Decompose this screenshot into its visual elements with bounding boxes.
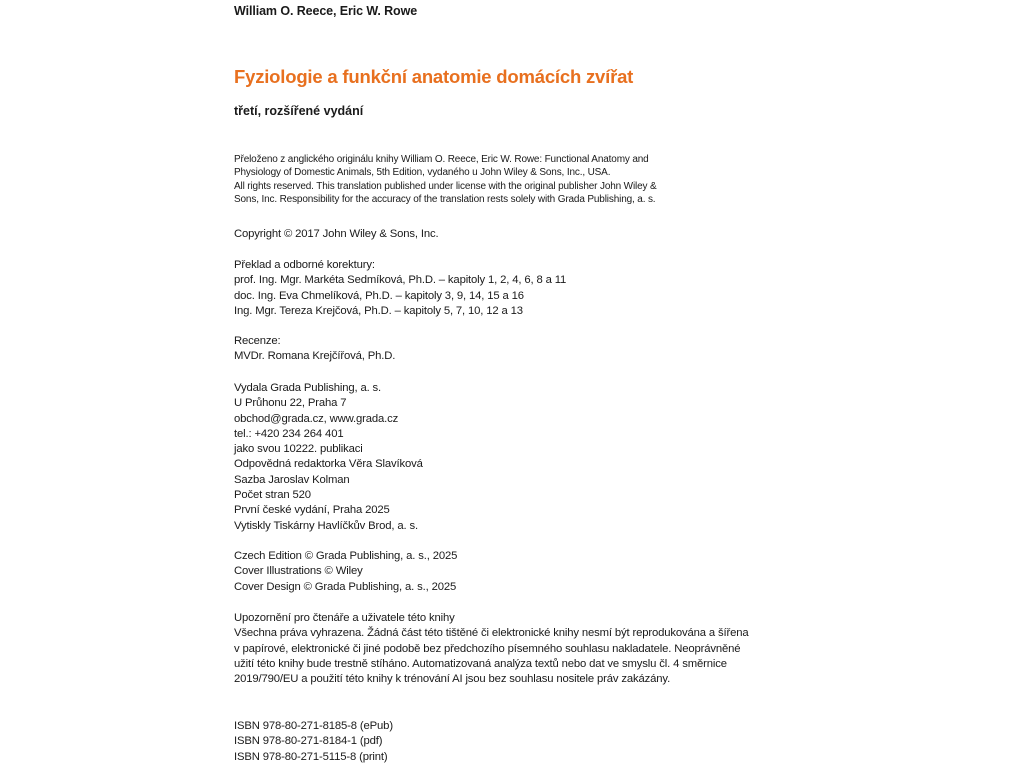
isbn-print: ISBN 978-80-271-5115-8 (print) [234,750,388,763]
edition-subtitle: třetí, rozšířené vydání [234,104,364,118]
translation-credits [234,258,814,319]
isbn-pdf: ISBN 978-80-271-8184-1 (pdf) [234,735,383,748]
translator-line: Ing. Mgr. Tereza Krejčová, Ph.D. – kapitoly 5, 7, 10, 12 a 13 [234,304,523,317]
authors: William O. Reece, Eric W. Rowe [234,4,418,18]
publisher-info [234,381,814,534]
first-edition: První české vydání, Praha 2025 [234,504,390,517]
isbn-epub: ISBN 978-80-271-8185-8 (ePub) [234,720,393,732]
edition-line: Cover Design © Grada Publishing, a. s., 2025 [234,580,457,593]
publisher-address: U Průhonu 22, Praha 7 [234,397,347,410]
typesetting: Sazba Jaroslav Kolman [234,473,350,486]
translation-note-line: All rights reserved. This translation published under license with the original publisher John Wiley & [234,180,657,192]
translation-note [234,153,814,207]
warning-line: v papírové, elektronické či jiné podobě bez předchozího písemného souhlasu nakladatele. Neoprávněné [234,642,741,655]
publication-number: jako svou 10222. publikaci [234,443,363,456]
translation-note-line: Přeloženo z anglického originálu knihy William O. Reece, Eric W. Rowe: Functional Anatomy and [234,154,649,165]
translation-note-line: Physiology of Domestic Animals, 5th Edition, vydaného u John Wiley & Sons, Inc., USA. [234,167,611,179]
review-credits [234,334,814,365]
edition-line: Cover Illustrations © Wiley [234,565,363,578]
reviewer-name: MVDr. Romana Krejčířová, Ph.D. [234,350,396,363]
publisher-phone: tel.: +420 234 264 401 [234,427,344,440]
publisher-contact: obchod@grada.cz, www.grada.cz [234,412,399,425]
translator-line: prof. Ing. Mgr. Markéta Sedmíková, Ph.D. – kapitoly 1, 2, 4, 6, 8 a 11 [234,274,567,287]
translation-note-line: Sons, Inc. Responsibility for the accuracy of the translation rests solely with Grada Publishing, a. s. [234,194,656,206]
copyright-notice: Copyright © 2017 John Wiley & Sons, Inc. [234,228,439,240]
isbn-list [234,719,814,765]
warning-line: Všechna práva vyhrazena. Žádná část této tištěné či elektronické knihy nesmí být reprodukována a šířena [234,627,749,640]
warning-line: 2019/790/EU a použití této knihy k trénování AI jsou bez souhlasu nositele práv zakázány. [234,673,671,686]
warning-line: užití této knihy bude trestně stíháno. Automatizovaná analýza textů nebo dat ve smyslu čl. 4 směrnice [234,657,727,670]
page-count: Počet stran 520 [234,489,311,502]
publisher-line: Vydala Grada Publishing, a. s. [234,382,382,394]
review-heading: Recenze: [234,335,281,347]
translator-line: doc. Ing. Eva Chmelíková, Ph.D. – kapitoly 3, 9, 14, 15 a 16 [234,289,524,302]
warning-heading: Upozornění pro čtenáře a uživatele této knihy [234,612,455,624]
translation-heading: Překlad a odborné korektury: [234,259,375,271]
printer: Vytiskly Tiskárny Havlíčkův Brod, a. s. [234,519,418,532]
book-title: Fyziologie a funkční anatomie domácích zvířat [234,66,634,87]
responsible-editor: Odpovědná redaktorka Věra Slavíková [234,458,423,471]
reader-warning [234,611,814,687]
edition-line: Czech Edition © Grada Publishing, a. s., 2025 [234,550,458,562]
edition-copyrights [234,549,814,595]
